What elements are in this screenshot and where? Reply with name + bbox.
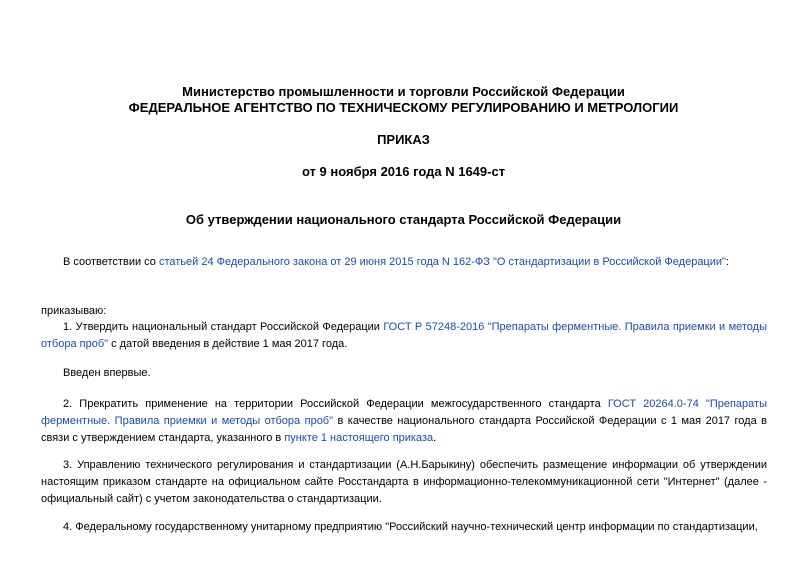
document-type-heading: ПРИКАЗ [377,132,430,147]
ministry-heading: Министерство промышленности и торговли Российской Федерации [182,84,625,99]
order-word: приказываю: [41,305,107,317]
introduced-note: Введен впервые. [63,367,151,379]
item-2-suffix: . [433,432,437,444]
preamble-suffix: : [725,256,729,268]
item-2-middle: в качестве национального стандарта Российской Федерации с 1 мая 2017 года в связи с утверждением стандарта, указанного в [41,415,767,444]
item-2-paragraph [41,396,767,447]
item-1-suffix: с датой введения в действие 1 мая 2017 года. [108,338,348,350]
document-subject: Об утверждении национального стандарта Российской Федерации [185,212,622,227]
item-4-paragraph: 4. Федеральному государственному унитарному предприятию "Российский научно-технический центр информации по стандартизации, [63,521,758,533]
item-3-paragraph: 3. Управлению технического регулирования и стандартизации (А.Н.Барыкину) обеспечить размещение информации об утверждении настоящим приказом стандарте на официальном сайте Росстандарта в информационно-телекоммуникационной сети "Интернет" (далее - официальный сайт) с учетом законодательства о стандартизации. [41,459,767,505]
federal-law-link[interactable]: статьей 24 Федерального закона от 29 июня 2015 года N 162-ФЗ "О стандартизации в Российской Федерации" [158,256,726,268]
item-1-paragraph [41,319,767,353]
item-2-prefix: 2. Прекратить применение на территории Российской Федерации межгосударственного стандарта [63,398,608,410]
item-1-prefix: 1. Утвердить национальный стандарт Российской Федерации [63,321,384,333]
gost-20264-link[interactable]: ГОСТ 20264.0-74 "Препараты ферментные. Правила приемки и методы отбора проб" [41,398,767,427]
preamble-paragraph [63,254,729,271]
agency-heading: ФЕДЕРАЛЬНОЕ АГЕНТСТВО ПО ТЕХНИЧЕСКОМУ РЕГУЛИРОВАНИЮ И МЕТРОЛОГИИ [128,100,679,115]
order-item-1-link[interactable]: пункте 1 настоящего приказа [284,432,434,444]
gost-r-57248-link[interactable]: ГОСТ Р 57248-2016 "Препараты ферментные. Правила приемки и методы отбора проб" [41,321,767,350]
document-date-number: от 9 ноября 2016 года N 1649-ст [301,164,506,179]
preamble-prefix: В соответствии со [63,256,159,268]
